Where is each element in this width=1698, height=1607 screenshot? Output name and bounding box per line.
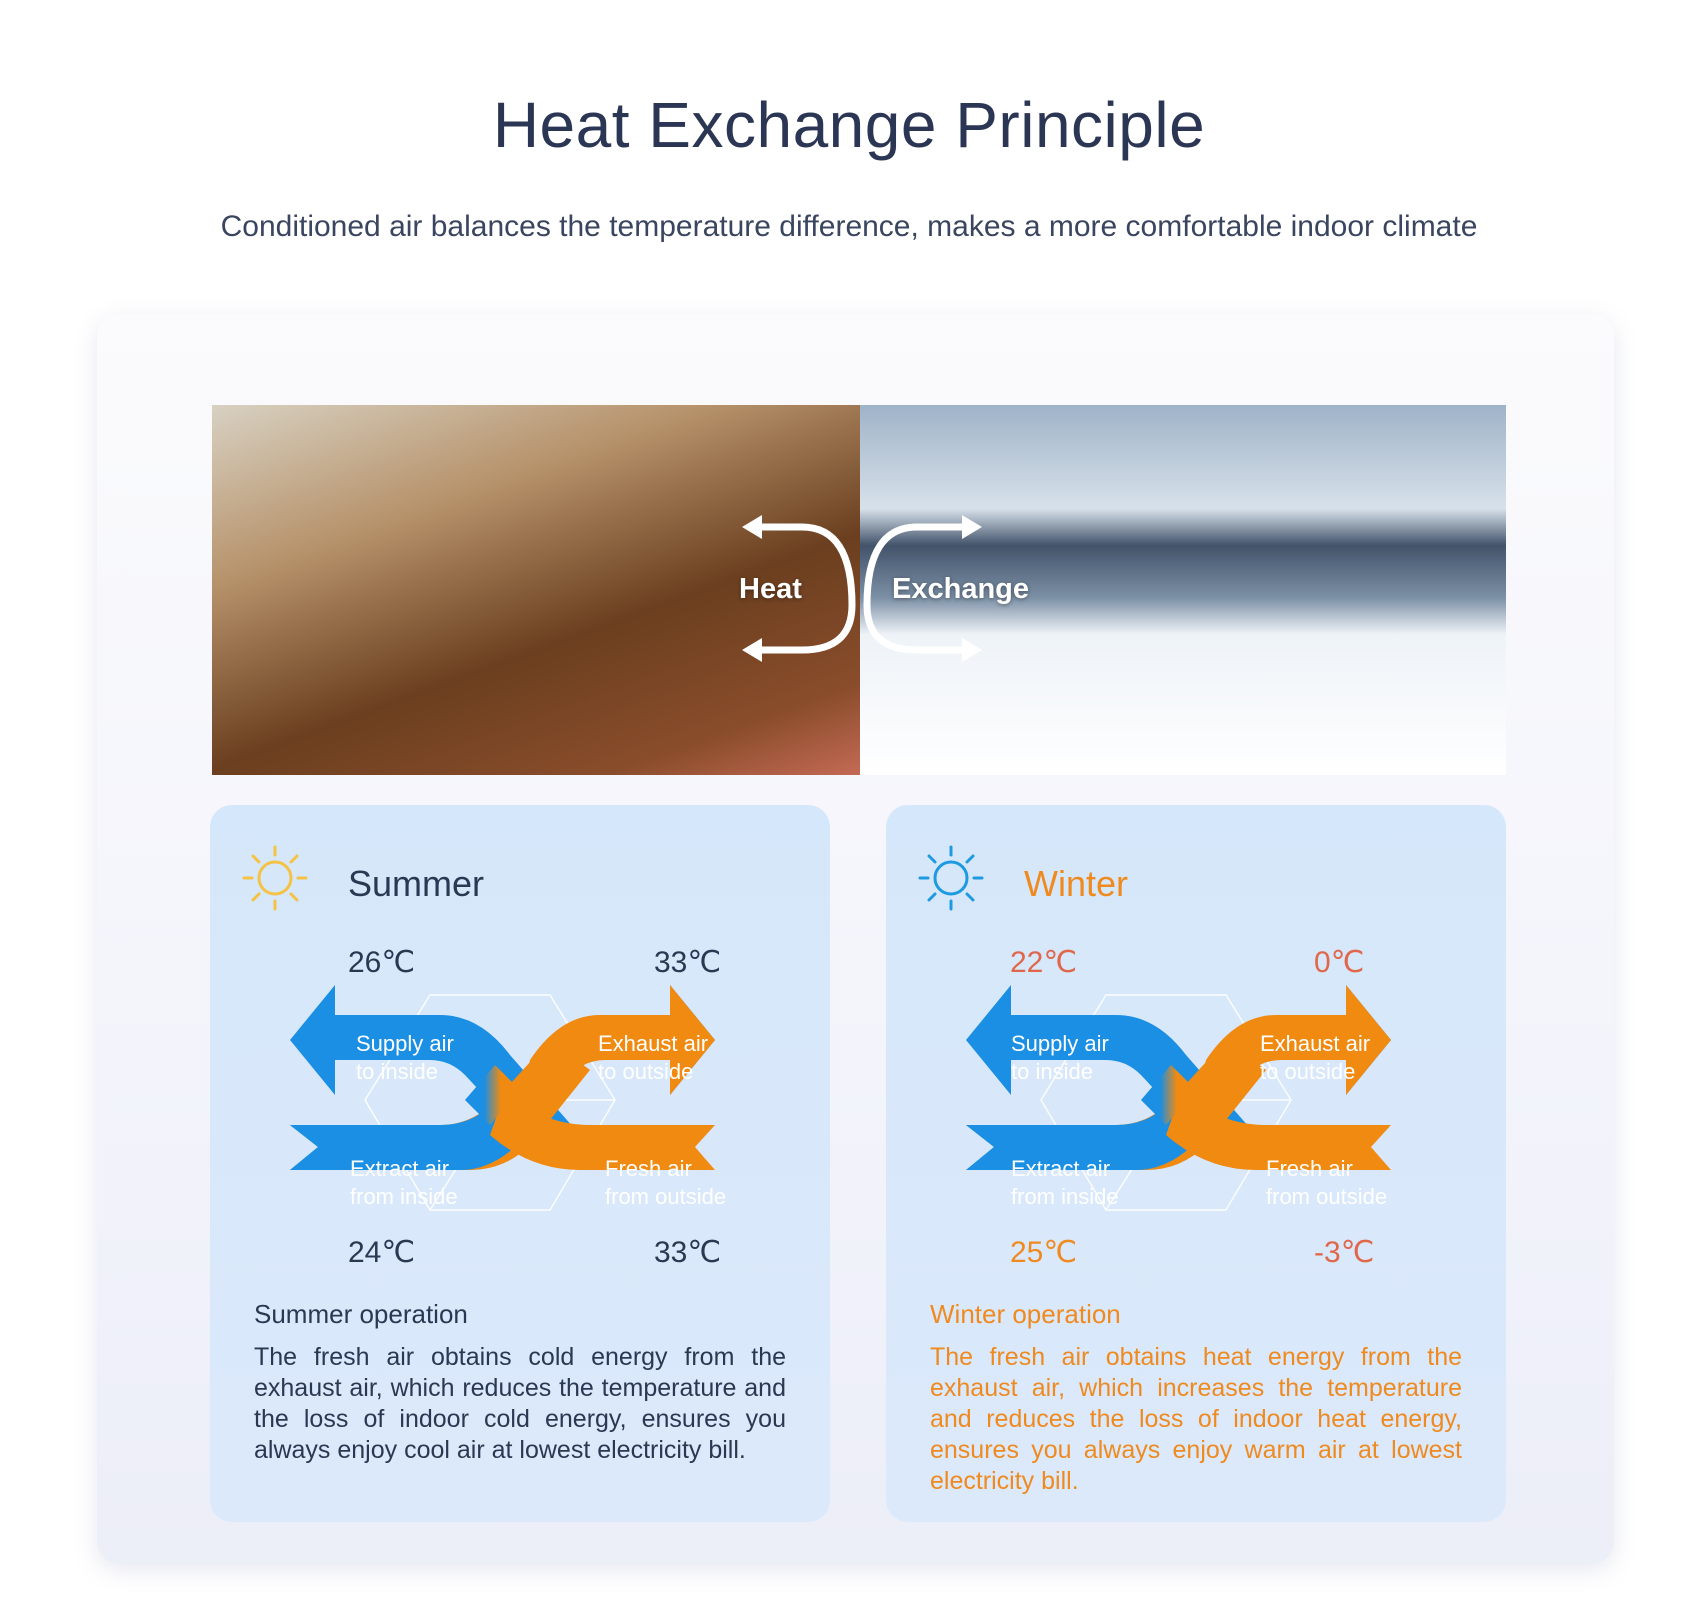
operation-description: The fresh air obtains heat energy from the exhaust air, which increases the temperature and reduces the loss of indoor heat energy, ensures you always enjoy warm air at lowest electricity bill. [930,1343,1462,1495]
summer-card [210,805,830,1522]
exhaust-line-1: Exhaust air [1260,1031,1371,1056]
operation-description: The fresh air obtains cold energy from the exhaust air, which reduces the temperature and the loss of indoor cold energy, ensures you always enjoy cool air at lowest electricity bill. [254,1343,786,1464]
winter-card [886,805,1506,1522]
temp-bottom-right: 33℃ [654,1236,722,1269]
extract-line-2: from inside [350,1184,458,1209]
extract-line-1: Extract air [1011,1156,1111,1181]
season-name: Winter [1024,863,1129,904]
snow-sun-icon [916,843,986,913]
supply-line-2: to inside [356,1059,438,1084]
exhaust-line-2: to outside [1260,1059,1356,1084]
operation-title: Winter operation [930,1299,1121,1329]
temp-top-left: 22℃ [1010,946,1078,979]
extract-air-label [1011,1155,1119,1211]
fresh-line-2: from outside [605,1184,727,1209]
heat-label: Heat [739,573,802,605]
temp-top-right: 0℃ [1314,946,1365,979]
exhaust-air-label [598,1030,708,1086]
exhaust-line-2: to outside [598,1059,694,1084]
supply-air-label [1011,1030,1109,1086]
page-subtitle: Conditioned air balances the temperature difference, makes a more comfortable indoor climate [220,210,1478,243]
fresh-line-2: from outside [1266,1184,1388,1209]
extract-line-2: from inside [1011,1184,1119,1209]
fresh-air-label [1266,1155,1387,1211]
heat-exchange-arrows-icon [212,405,1506,775]
supply-line-2: to inside [1011,1059,1093,1084]
temp-bottom-left: 25℃ [1010,1236,1078,1269]
supply-air-label [356,1030,454,1086]
temp-top-left: 26℃ [348,946,416,979]
extract-line-1: Extract air [350,1156,450,1181]
page-title: Heat Exchange Principle [492,89,1206,161]
exhaust-line-1: Exhaust air [598,1031,709,1056]
exchange-label: Exchange [892,573,1029,605]
fresh-air-label [605,1155,726,1211]
exhaust-air-label [1260,1030,1370,1086]
temp-bottom-right: -3℃ [1314,1236,1375,1269]
hero-image [212,405,1506,775]
season-name: Summer [348,863,485,904]
fresh-line-1: Fresh air [1266,1156,1353,1181]
extract-air-label [350,1155,458,1211]
supply-line-1: Supply air [356,1031,454,1056]
sun-icon [240,843,310,913]
temp-bottom-left: 24℃ [348,1236,416,1269]
temp-top-right: 33℃ [654,946,722,979]
fresh-line-1: Fresh air [605,1156,692,1181]
supply-line-1: Supply air [1011,1031,1109,1056]
operation-title: Summer operation [254,1299,468,1329]
